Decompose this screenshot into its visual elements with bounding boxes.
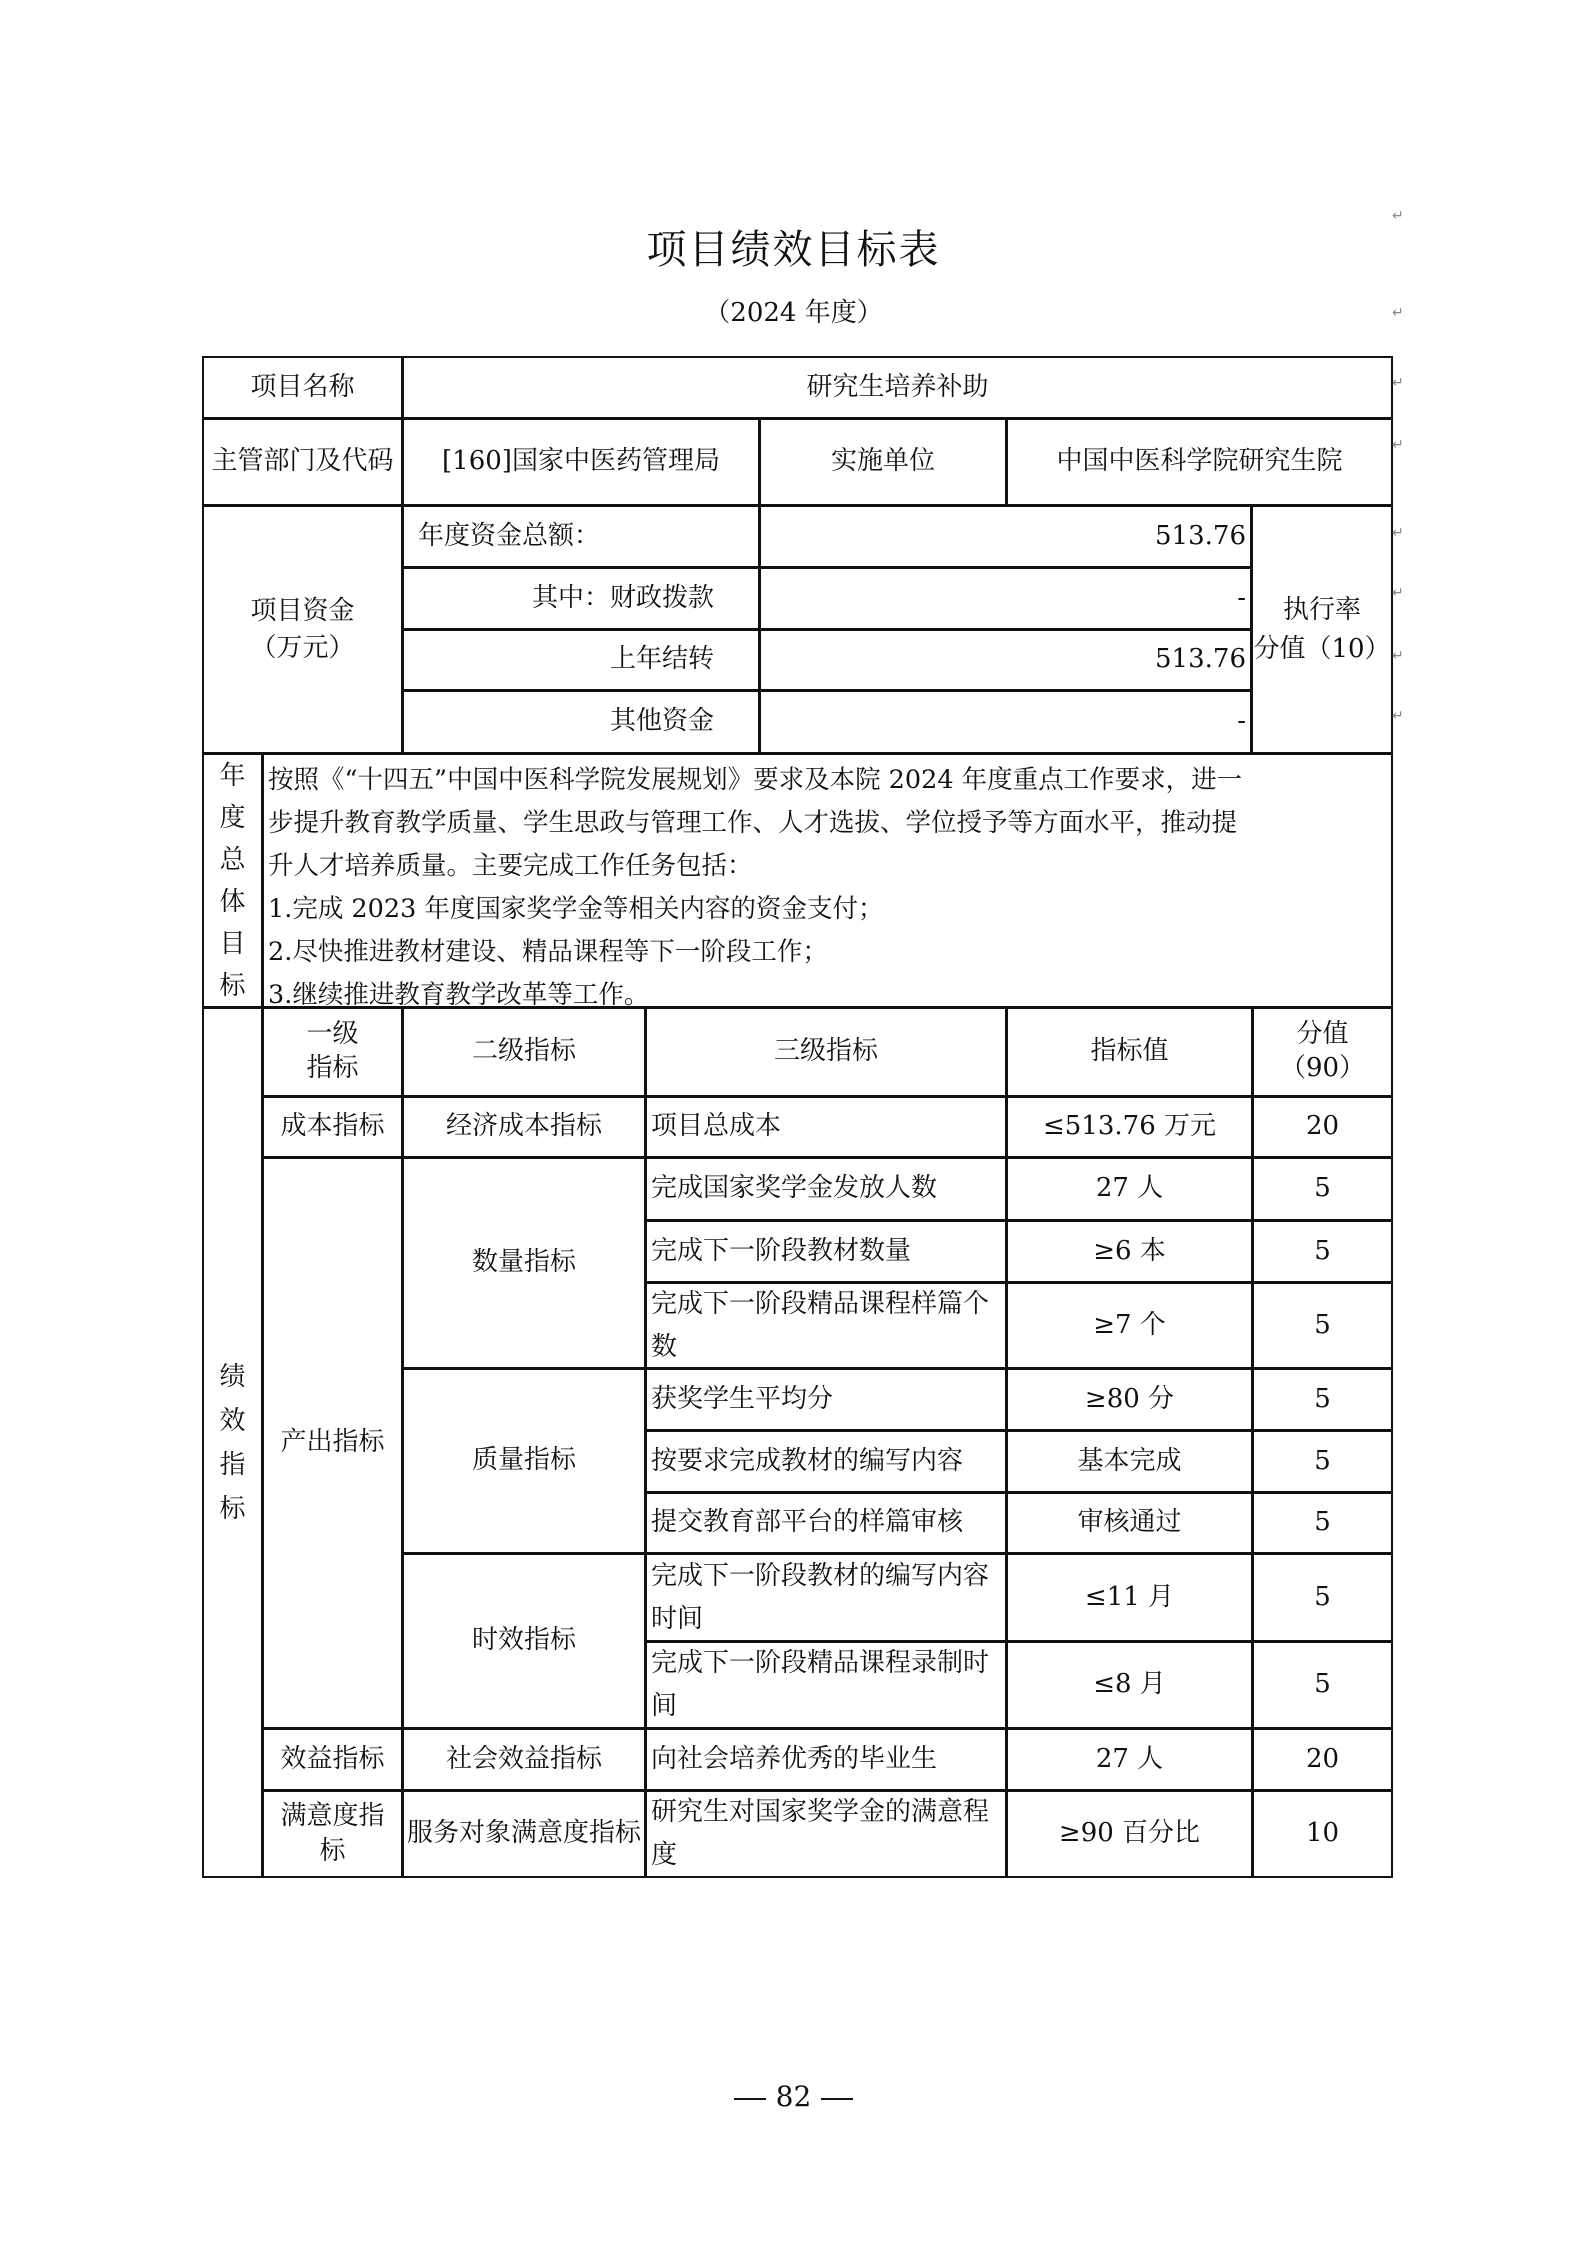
indicator-row-score: 5 — [1252, 1492, 1393, 1554]
indicator-row-value: ≤8 月 — [1006, 1641, 1253, 1729]
header-level2: 二级指标 — [402, 1007, 646, 1097]
funds-other-value: - — [759, 690, 1252, 754]
level1-cost: 成本指标 — [262, 1096, 403, 1158]
project-name-value: 研究生培养补助 — [402, 356, 1393, 419]
paragraph-mark-icon: ↵ — [1392, 708, 1404, 724]
indicator-row-score: 10 — [1252, 1790, 1393, 1878]
level1-output: 产出指标 — [262, 1157, 403, 1729]
exec-rate-score-label: 执行率 分值（10） — [1251, 505, 1393, 754]
dash-right — [821, 2098, 853, 2100]
funds-total-label: 年度资金总额： — [402, 505, 760, 568]
funds-total-value: 513.76 — [759, 505, 1252, 568]
level1-benefit: 效益指标 — [262, 1728, 403, 1791]
dash-left — [734, 2098, 766, 2100]
page-number: 82 — [0, 2080, 1587, 2113]
paragraph-mark-icon: ↵ — [1392, 437, 1404, 453]
funds-fiscal-value: - — [759, 567, 1252, 630]
paragraph-mark-icon: ↵ — [1392, 305, 1404, 321]
annual-goal-text: 按照《“十四五”中国中医科学院发展规划》要求及本院 2024 年度重点工作要求，进一 步提升教育教学质量、学生思政与管理工作、人才选拔、学位授予等方面水平，推动提 升人才培养质量。主要完成工作任务包括： 1.完成 2023 年度国家奖学金等相关内容的资金支付； 2.尽快推进教材建设、精品课程等下一阶段工作； 3.继续推进教育教学改革等工作。 — [262, 753, 1393, 1008]
header-level1: 一级 指标 — [262, 1007, 403, 1097]
indicator-row-value: ≤513.76 万元 — [1006, 1096, 1253, 1158]
header-level3: 三级指标 — [645, 1007, 1007, 1097]
indicator-row-value: ≥6 本 — [1006, 1220, 1253, 1283]
level2-service-satisfaction: 服务对象满意度指标 — [402, 1790, 646, 1878]
funds-other-label: 其他资金 — [402, 690, 760, 754]
page-subtitle: （2024 年度） — [704, 298, 883, 328]
funds-carryover-value: 513.76 — [759, 629, 1252, 691]
funds-carryover-label: 上年结转 — [402, 629, 760, 691]
indicator-row-name: 完成下一阶段教材数量 — [645, 1220, 1007, 1283]
indicator-row-score: 5 — [1252, 1157, 1393, 1221]
page-title: 项目绩效目标表 — [646, 227, 941, 273]
indicator-row-name: 研究生对国家奖学金的满意程度 — [645, 1790, 1007, 1878]
paragraph-mark-icon: ↵ — [1392, 525, 1404, 541]
indicator-row-name: 完成下一阶段精品课程样篇个数 — [645, 1282, 1007, 1369]
annual-goal-label: 年 度 总 体 目 标 — [202, 753, 263, 1008]
level2-quantity: 数量指标 — [402, 1157, 646, 1369]
indicator-row-name: 获奖学生平均分 — [645, 1368, 1007, 1431]
indicator-row-score: 5 — [1252, 1430, 1393, 1493]
indicators-section-label: 绩 效 指 标 — [202, 1007, 263, 1878]
indicator-row-name: 完成下一阶段教材的编写内容时间 — [645, 1553, 1007, 1642]
indicator-row-value: 基本完成 — [1006, 1430, 1253, 1493]
paragraph-mark-icon: ↵ — [1392, 648, 1404, 664]
indicator-row-value: 27 人 — [1006, 1728, 1253, 1791]
indicator-row-value: ≥90 百分比 — [1006, 1790, 1253, 1878]
dept-value: [160]国家中医药管理局 — [402, 418, 760, 506]
level2-timeliness: 时效指标 — [402, 1553, 646, 1729]
indicator-row-name: 项目总成本 — [645, 1096, 1007, 1158]
level2-economic-cost: 经济成本指标 — [402, 1096, 646, 1158]
paragraph-mark-icon: ↵ — [1392, 375, 1404, 391]
indicator-row-name: 完成国家奖学金发放人数 — [645, 1157, 1007, 1221]
dept-label: 主管部门及代码 — [202, 418, 403, 506]
indicator-row-name: 向社会培养优秀的毕业生 — [645, 1728, 1007, 1791]
impl-unit-label: 实施单位 — [759, 418, 1007, 506]
funds-fiscal-label: 其中：财政拨款 — [402, 567, 760, 630]
impl-unit-value: 中国中医科学院研究生院 — [1006, 418, 1393, 506]
level2-quality: 质量指标 — [402, 1368, 646, 1554]
header-score: 分值 （90） — [1252, 1007, 1393, 1097]
indicator-row-name: 按要求完成教材的编写内容 — [645, 1430, 1007, 1493]
paragraph-mark-icon: ↵ — [1392, 585, 1404, 601]
indicator-row-score: 20 — [1252, 1096, 1393, 1158]
indicator-row-score: 5 — [1252, 1220, 1393, 1283]
indicator-row-name: 提交教育部平台的样篇审核 — [645, 1492, 1007, 1554]
indicator-row-score: 5 — [1252, 1641, 1393, 1729]
indicator-row-value: 审核通过 — [1006, 1492, 1253, 1554]
indicator-row-value: ≤11 月 — [1006, 1553, 1253, 1642]
header-value: 指标值 — [1006, 1007, 1253, 1097]
indicator-row-value: 27 人 — [1006, 1157, 1253, 1221]
indicator-row-value: ≥7 个 — [1006, 1282, 1253, 1369]
indicator-row-score: 5 — [1252, 1368, 1393, 1431]
level1-satisfaction: 满意度指标 — [262, 1790, 403, 1878]
indicator-row-score: 5 — [1252, 1553, 1393, 1642]
paragraph-mark-icon: ↵ — [1392, 208, 1404, 224]
indicator-row-value: ≥80 分 — [1006, 1368, 1253, 1431]
funds-label: 项目资金 （万元） — [202, 505, 403, 754]
indicator-row-score: 5 — [1252, 1282, 1393, 1369]
indicator-row-name: 完成下一阶段精品课程录制时间 — [645, 1641, 1007, 1729]
level2-social-benefit: 社会效益指标 — [402, 1728, 646, 1791]
project-name-label: 项目名称 — [202, 356, 403, 419]
indicator-row-score: 20 — [1252, 1728, 1393, 1791]
